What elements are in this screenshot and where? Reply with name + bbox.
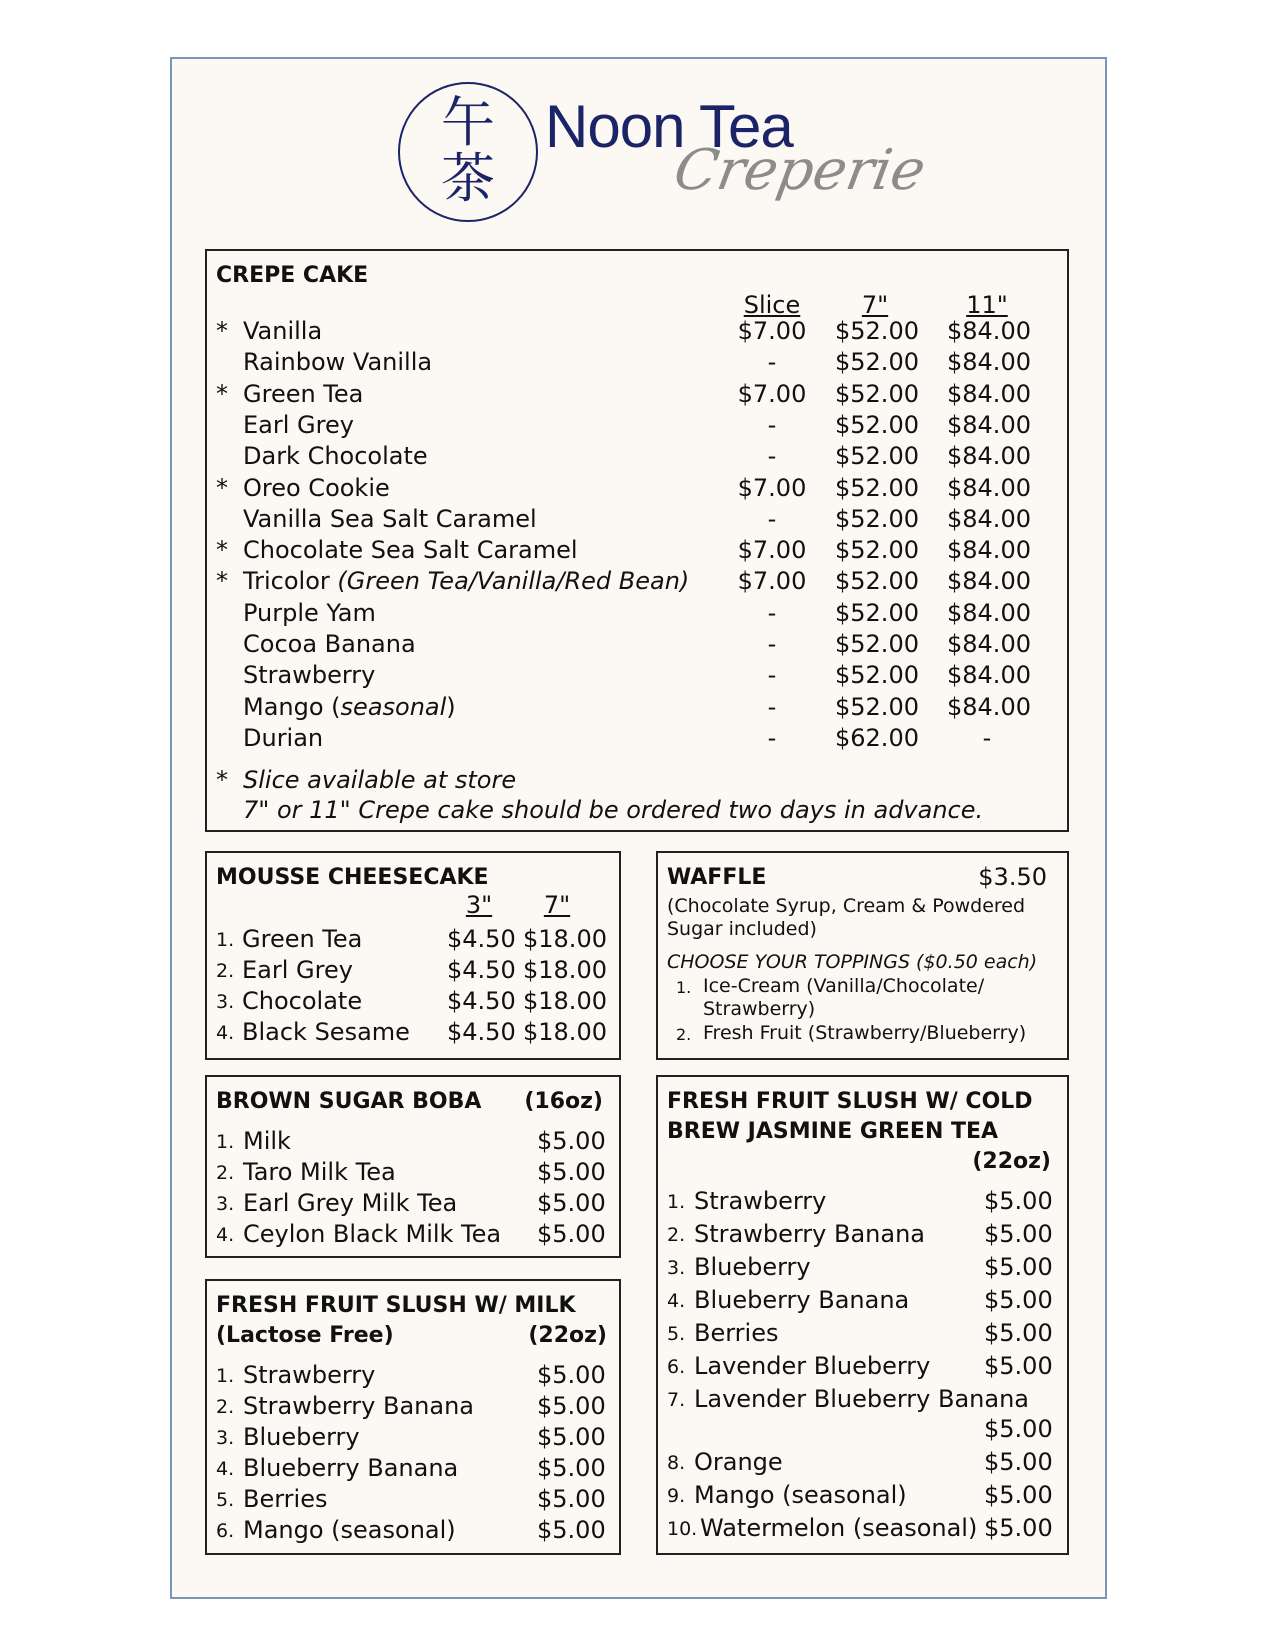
logo-char-top: 午 [441,91,495,154]
mousse-flavor: Chocolate [242,987,363,1015]
slush-item: Strawberry [694,1187,827,1215]
slush-item: Blueberry [243,1423,360,1451]
flavor-name: Dark Chocolate [243,442,428,471]
item-number: 1. [667,1191,686,1213]
section-title: FRESH FRUIT SLUSH W/ COLD [667,1089,1033,1114]
crepe-cake-section [205,249,1069,832]
price-slice: - [767,598,777,627]
item-number: 3. [667,1257,686,1279]
crepe-flavor [243,536,578,564]
slush-item: Blueberry Banana [243,1454,459,1482]
item-price: $5.00 [537,1158,606,1186]
topping-item: Ice-Cream (Vanilla/Chocolate/ [703,975,985,997]
section-title: BROWN SUGAR BOBA [216,1089,482,1114]
item-number: 10. [667,1518,698,1540]
price-slice: $7.00 [737,473,807,502]
crepe-flavor [243,505,537,533]
flavor-name: Green Tea [243,379,364,408]
item-number: 2. [216,1396,235,1418]
mousse-flavor: Green Tea [242,925,363,953]
item-price: $5.00 [537,1127,606,1155]
price-7in: $52.00 [835,504,919,533]
crepe-flavor [243,661,375,689]
item-number: 2. [216,1162,235,1184]
item-price: $5.00 [537,1454,606,1482]
price-slice: - [767,630,777,658]
price-7in: $18.00 [523,1018,607,1046]
price-11in: $84.00 [947,567,1031,596]
price-7in: $52.00 [835,379,919,408]
waffle-price: $3.50 [978,863,1047,891]
topping-number: 2. [676,1025,692,1044]
column-header-11in: 11" [966,291,1008,319]
star-marker: * [216,317,228,345]
item-number: 1. [216,1365,235,1387]
price-slice: $7.00 [737,379,807,408]
price-7in: $52.00 [835,567,919,596]
column-header-slice: Slice [743,291,801,319]
item-price: $5.00 [984,1352,1053,1380]
boba-item: Taro Milk Tea [243,1158,396,1186]
price-7in: $52.00 [835,536,919,565]
item-number: 6. [216,1520,235,1542]
logo-char-bottom: 茶 [441,147,495,210]
brown-sugar-boba-section [205,1075,621,1258]
mousse-flavor: Black Sesame [242,1018,410,1046]
item-price: $5.00 [984,1514,1053,1542]
price-7in: $52.00 [835,630,919,658]
flavor-note: seasonal [340,692,447,721]
mousse-cheesecake-section [205,851,621,1060]
crepe-flavor [243,380,363,408]
price-3in: $4.50 [447,1018,516,1046]
crepe-flavor [243,599,376,627]
column-header-7in: 7" [861,291,889,319]
item-price: $5.00 [537,1220,606,1248]
price-11in: $84.00 [947,630,1031,658]
flavor-name: Vanilla Sea Salt Caramel [243,504,537,533]
item-number: 3. [216,1193,235,1215]
crepe-flavor [243,630,416,658]
size-label: (22oz) [528,1323,607,1348]
flavor-name: Oreo Cookie [243,473,390,502]
price-11in: $84.00 [947,348,1031,377]
section-title: FRESH FRUIT SLUSH W/ MILK [216,1293,576,1318]
flavor-name: Rainbow Vanilla [243,348,433,377]
slush-item: Lavender Blueberry Banana [694,1385,1030,1413]
item-number: 4. [667,1290,686,1312]
crepe-flavor [243,567,689,595]
item-number: 1. [216,1131,235,1153]
price-7in: $52.00 [835,348,919,377]
item-price: $5.00 [984,1448,1053,1476]
price-3in: $4.50 [447,956,516,984]
item-number: 4. [216,1458,235,1480]
item-number: 6. [667,1356,686,1378]
price-11in: $84.00 [947,379,1031,408]
slush-item: Blueberry [694,1253,811,1281]
item-number: 1. [216,929,235,951]
crepe-flavor [243,724,323,752]
crepe-flavor [243,474,390,502]
column-header-3in: 3" [465,891,493,919]
item-number: 2. [216,960,235,982]
footnote-advance-order: 7" or 11" Crepe cake should be ordered two days in advance. [243,796,984,824]
toppings-title: CHOOSE YOUR TOPPINGS ($0.50 each) [667,951,1038,973]
price-slice: $7.00 [737,317,807,345]
price-11in: $84.00 [947,442,1031,471]
item-price: $5.00 [537,1189,606,1217]
slush-item: Orange [694,1448,783,1476]
slush-item: Lavender Blueberry [694,1352,931,1380]
item-price: $5.00 [984,1415,1053,1443]
item-number: 4. [216,1224,235,1246]
logo-seal [398,82,538,222]
section-title-cont: BREW JASMINE GREEN TEA [667,1119,999,1144]
item-price: $5.00 [984,1286,1053,1314]
price-11in: $84.00 [947,504,1031,533]
item-number: 3. [216,991,235,1013]
flavor-name: Chocolate Sea Salt Caramel [243,536,578,565]
item-price: $5.00 [984,1220,1053,1248]
slush-tea-section [656,1075,1069,1555]
item-number: 5. [216,1489,235,1511]
item-number: 7. [667,1389,686,1411]
slush-item: Strawberry Banana [694,1220,925,1248]
item-price: $5.00 [537,1516,606,1544]
flavor-name: Cocoa Banana [243,630,416,658]
topping-item-cont: Strawberry) [703,998,816,1020]
topping-item: Fresh Fruit (Strawberry/Blueberry) [703,1022,1027,1044]
slush-item: Mango (seasonal) [694,1481,907,1509]
crepe-flavor [243,317,322,345]
price-slice: - [767,504,777,533]
flavor-name: Vanilla [243,317,323,345]
slush-item: Watermelon (seasonal) [700,1514,978,1542]
waffle-description: (Chocolate Syrup, Cream & Powdered [667,895,1026,917]
item-price: $5.00 [537,1392,606,1420]
price-7in: $52.00 [835,442,919,471]
item-price: $5.00 [537,1361,606,1389]
price-11in: $84.00 [947,410,1031,439]
item-price: $5.00 [984,1319,1053,1347]
flavor-name: Tricolor [243,567,338,596]
size-label: (16oz) [524,1089,603,1114]
price-slice: - [767,348,777,377]
slush-item: Strawberry Banana [243,1392,474,1420]
price-11in: $84.00 [947,692,1031,721]
item-price: $5.00 [537,1485,606,1513]
item-price: $5.00 [537,1423,606,1451]
item-number: 5. [667,1323,686,1345]
flavor-note-close: ) [446,692,456,721]
price-3in: $4.50 [447,987,516,1015]
brand-subtitle: Creperie [669,138,931,203]
section-subtitle: (Lactose Free) [216,1323,394,1348]
waffle-section [656,851,1069,1060]
item-number: 3. [216,1427,235,1449]
price-11in: $84.00 [947,536,1031,565]
item-price: $5.00 [984,1187,1053,1215]
price-11in: $84.00 [947,317,1031,345]
item-price: $5.00 [984,1481,1053,1509]
price-11in: $84.00 [947,661,1031,690]
footnote-slice: Slice available at store [243,766,517,794]
star-marker: * [216,379,228,408]
price-3in: $4.50 [447,925,516,953]
price-slice: $7.00 [737,567,807,596]
price-7in: $52.00 [835,317,919,345]
mousse-flavor: Earl Grey [242,956,353,984]
waffle-description-cont: Sugar included) [667,918,817,940]
slush-item: Blueberry Banana [694,1286,910,1314]
price-11in: $84.00 [947,473,1031,502]
price-slice: - [767,442,777,471]
boba-item: Milk [243,1127,291,1155]
flavor-name: Strawberry [243,661,376,690]
flavor-note: (Green Tea/Vanilla/Red Bean) [337,567,690,596]
price-7in: $52.00 [835,661,919,690]
price-7in: $52.00 [835,473,919,502]
price-11in: - [982,723,992,752]
column-header-7in: 7" [543,891,571,919]
crepe-flavor [243,411,354,439]
flavor-name: Purple Yam [243,598,376,627]
slush-item: Strawberry [243,1361,376,1389]
boba-item: Earl Grey Milk Tea [243,1189,458,1217]
flavor-name: Earl Grey [243,410,354,439]
price-slice: - [767,661,777,690]
item-number: 4. [216,1022,235,1044]
price-11in: $84.00 [947,598,1031,627]
price-7in: $52.00 [835,410,919,439]
item-number: 8. [667,1452,686,1474]
slush-item: Berries [243,1485,328,1513]
price-7in: $62.00 [835,723,919,752]
item-price: $5.00 [984,1253,1053,1281]
boba-item: Ceylon Black Milk Tea [243,1220,502,1248]
flavor-name: Durian [243,723,324,752]
flavor-name: Mango ( [243,692,341,721]
size-label: (22oz) [972,1149,1051,1174]
price-7in: $18.00 [523,925,607,953]
section-title: CREPE CAKE [216,263,369,288]
section-title: MOUSSE CHEESECAKE [216,865,489,890]
star-marker: * [216,536,228,565]
price-slice: - [767,692,777,721]
footnote-star: * [216,766,228,794]
price-7in: $52.00 [835,692,919,721]
crepe-flavor [243,348,432,376]
star-marker: * [216,473,228,502]
price-7in: $52.00 [835,598,919,627]
crepe-flavor [243,693,456,721]
price-slice: - [767,723,777,752]
price-slice: $7.00 [737,536,807,565]
price-7in: $18.00 [523,987,607,1015]
item-number: 9. [667,1485,686,1507]
section-title: WAFFLE [667,865,767,890]
crepe-flavor [243,442,428,470]
star-marker: * [216,567,228,596]
slush-item: Mango (seasonal) [243,1516,456,1544]
slush-item: Berries [694,1319,779,1347]
topping-number: 1. [676,978,692,997]
item-number: 2. [667,1224,686,1246]
price-7in: $18.00 [523,956,607,984]
price-slice: - [767,410,777,439]
brand-name: Noon Tea [545,93,793,160]
slush-milk-section [205,1279,621,1555]
